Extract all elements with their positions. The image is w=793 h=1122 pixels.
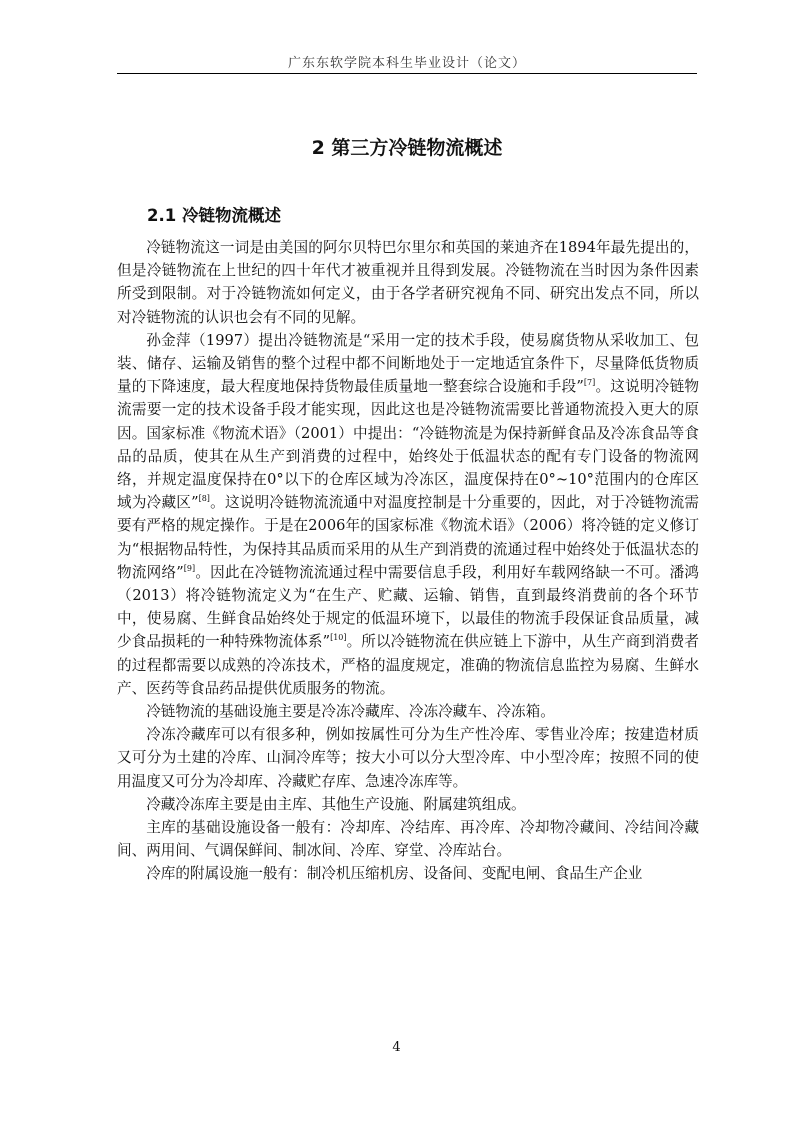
- citation-ref: [9]: [183, 563, 196, 573]
- paragraph-text: 。这说明冷链物流流通中对温度控制是十分重要的，因此，对于冷链物流需要有严格的规定操作。于是在2006年的国家标准《物流术语》（2006）将冷链的定义修订为“根据物品特性，为保持其品质而采用的从生产到消费的流通过程中始终处于低温状态的物流网络”: [117, 494, 699, 581]
- paragraph-text: 。所以冷链物流在供应链上下游中，从生产商到消费者的过程都需要以成熟的冷冻技术，严格的温度规定，准确的物流信息监控为易腐、生鲜水产、医药等食品药品提供优质服务的物流。: [117, 633, 699, 697]
- body-text: [117, 236, 699, 886]
- page-header: 广东东软学院本科生毕业设计（论文）: [287, 56, 526, 71]
- page-number: 4: [392, 1040, 401, 1055]
- citation-ref: [8]: [198, 494, 210, 504]
- paragraph: 冷库的附属设施一般有：制冷机压缩机房、设备间、变配电闸、食品生产企业: [146, 865, 643, 883]
- section-title: 2.1 冷链物流概述: [147, 206, 281, 225]
- paragraph-text: 。这说明冷链物流需要一定的技术设备手段才能实现，因此这也是冷链物流需要比普通物流投入更大的原因。国家标准《物流术语》（2001）中提出：“冷链物流是为保持新鲜食品及冷冻食品等食品的品质，使其在从生产到消费的过程中，始终处于低温状态的配有专门设备的物流网络，并规定温度保持在0°以下的仓库区域为冷冻区，温度保持在0°~10°范围内的仓库区域为冷藏区”: [117, 378, 699, 512]
- paragraph-text: 。因此在冷链物流流通过程中需要信息手段，利用好车载网络缺一不可。潘鸿（2013）将冷链物流定义为“在生产、贮藏、运输、销售，直到最终消费前的各个环节中，使易腐、生鲜食品始终处于规定的低温环境下，以最佳的物流手段保证食品质量，减少食品损耗的一种特殊物流体系”: [117, 563, 699, 651]
- citation-ref: [7]: [583, 378, 596, 388]
- paragraph: 冷链物流这一词是由美国的阿尔贝特巴尔里尔和英国的莱迪齐在1894年最先提出的，但是冷链物流在上世纪的四十年代才被重视并且得到发展。冷链物流在当时因为条件因素所受到限制。对于冷链物流如何定义，由于各学者研究视角不同、研究出发点不同，所以对冷链物流的认识也会有不同的见解。: [117, 239, 699, 326]
- paragraph: 冷链物流的基础设施主要是冷冻冷藏库、冷冻冷藏车、冷冻箱。: [146, 703, 555, 721]
- chapter-title: 2 第三方冷链物流概述: [311, 137, 503, 159]
- paragraph: 冷藏冷冻库主要是由主库、其他生产设施、附属建筑组成。: [146, 795, 526, 813]
- citation-ref: [10]: [330, 633, 347, 643]
- paragraph: 冷冻冷藏库可以有很多种，例如按属性可分为生产性冷库、零售业冷库；按建造材质又可分为土建的冷库、山洞冷库等；按大小可以分大型冷库、中小型冷库；按照不同的使用温度又可分为冷却库、冷藏贮存库、急速冷冻库等。: [117, 726, 699, 790]
- paragraph-text: 孙金萍（1997）提出冷链物流是“采用一定的技术手段，使易腐货物从采收加工、包装、储存、运输及销售的整个过程中都不间断地处于一定地适宜条件下，尽量降低货物质量的下降速度，最大程度地保持货物最佳质量地一整套综合设施和手段”: [117, 331, 699, 396]
- paragraph: 主库的基础设施设备一般有：冷却库、冷结库、再冷库、冷却物冷藏间、冷结间冷藏间、两用间、气调保鲜间、制冰间、冷库、穿堂、冷库站台。: [117, 819, 699, 860]
- header-rule: [117, 73, 697, 74]
- paragraph: [117, 329, 699, 700]
